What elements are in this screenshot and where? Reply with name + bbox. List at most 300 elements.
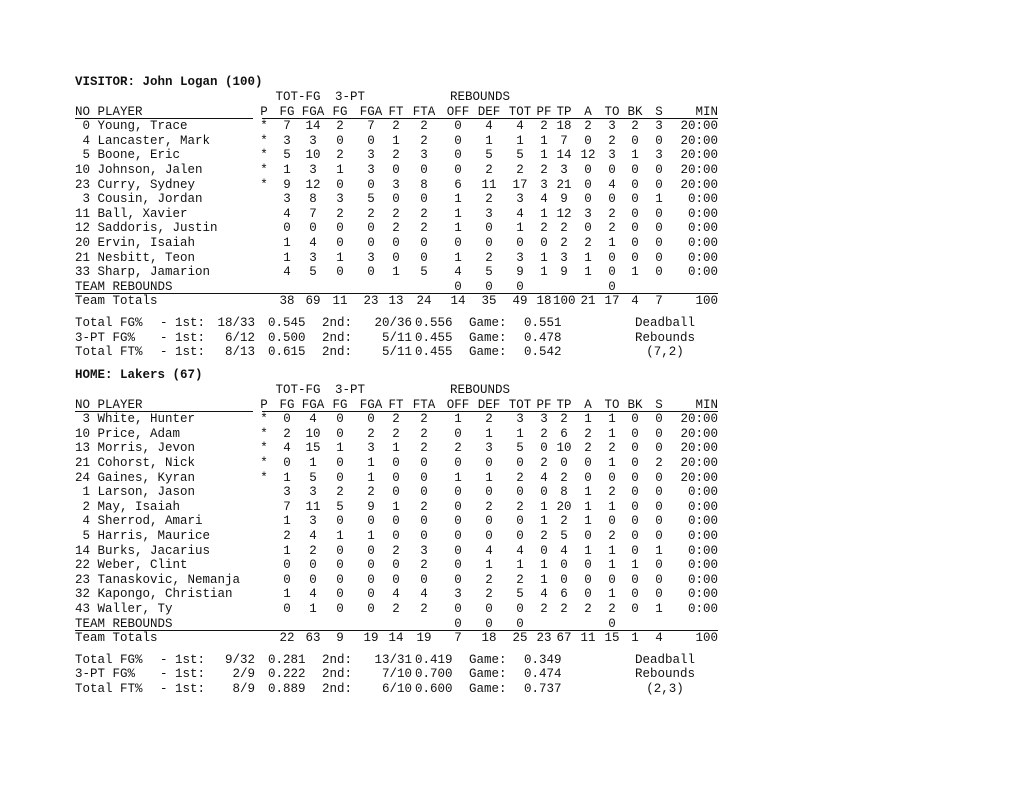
stat-fta: 0 (420, 572, 428, 587)
stat-ft: 0 (392, 192, 400, 207)
player-row (0, 178, 1024, 193)
stat-fg3: 0 (336, 412, 344, 427)
column-header-pf: PF (536, 397, 552, 412)
stat-pf: 2 (540, 119, 548, 134)
stat-fg: 0 (283, 558, 291, 573)
stat-fta: 2 (420, 206, 428, 221)
shooting-summary-row (0, 682, 1024, 697)
player-row (0, 456, 1024, 471)
stat-a: 1 (584, 514, 592, 529)
stat-fta: 2 (420, 426, 428, 441)
team-rebounds-tot: 0 (516, 279, 524, 294)
column-header-row (0, 398, 1024, 413)
stat-fga: 11 (305, 499, 321, 514)
stat-def: 2 (485, 587, 493, 602)
stat-a: 0 (584, 221, 592, 236)
player-name: 21 Nesbitt, Teon (75, 250, 196, 265)
stat-pf: 2 (540, 529, 548, 543)
stat-s: 0 (655, 236, 663, 250)
stat-fta: 2 (420, 119, 428, 134)
column-header-fga3: FGA (359, 104, 383, 119)
stat-tp: 8 (560, 485, 568, 500)
player-row (0, 251, 1024, 266)
column-header-player: NO PLAYER (75, 397, 143, 412)
team-rebounds-off: 0 (454, 279, 462, 294)
stat-s: 0 (655, 206, 663, 221)
stat-fg: 4 (283, 265, 291, 280)
team-rebounds-to: 0 (608, 279, 616, 294)
second-half-pct: 0.455 (415, 345, 453, 360)
first-half-made-attempted: 6/12 (224, 330, 255, 345)
shooting-label: Total FT% (75, 682, 143, 696)
stat-off: 0 (454, 529, 462, 543)
stat-fga3: 0 (367, 558, 375, 573)
second-half-made-attempted: 5/11 (381, 330, 412, 345)
column-header-a: A (584, 104, 592, 119)
stat-def: 3 (485, 441, 493, 456)
stat-tot: 1 (516, 133, 524, 148)
column-header-fg3: FG (332, 104, 348, 119)
column-header-off: OFF (446, 104, 470, 119)
stat-fg: 3 (283, 133, 291, 148)
stat-tot: 17 (512, 177, 528, 192)
stat-fga3: 3 (367, 250, 375, 265)
second-half-made-attempted: 6/10 (381, 682, 412, 696)
stat-to: 1 (608, 587, 616, 602)
total-def: 35 (481, 294, 497, 309)
total-s: 7 (655, 294, 663, 309)
stat-pf: 0 (540, 485, 548, 500)
first-half-label: - 1st: (160, 667, 206, 682)
stat-fga3: 0 (367, 514, 375, 529)
player-name: 4 Lancaster, Mark (75, 133, 211, 148)
stat-fg: 7 (283, 499, 291, 514)
game-pct: 0.542 (524, 345, 562, 360)
stat-s: 0 (655, 265, 663, 280)
stat-off: 1 (454, 412, 462, 427)
stat-ft: 0 (392, 250, 400, 265)
stat-to: 0 (608, 470, 616, 485)
column-header-p: P (260, 397, 268, 412)
stat-fg: 3 (283, 485, 291, 500)
stat-off: 1 (454, 470, 462, 485)
stat-tot: 0 (516, 236, 524, 250)
first-half-made-attempted: 18/33 (217, 316, 255, 330)
stat-ft: 0 (392, 485, 400, 500)
stat-fta: 0 (420, 485, 428, 500)
stat-pf: 2 (540, 456, 548, 470)
stat-fga3: 2 (367, 485, 375, 500)
stat-a: 3 (584, 206, 592, 221)
stat-p: * (260, 441, 268, 456)
stat-tot: 2 (516, 499, 524, 514)
stat-tot: 3 (516, 412, 524, 427)
stat-pf: 2 (540, 221, 548, 236)
stat-ft: 1 (392, 133, 400, 148)
stat-a: 1 (584, 543, 592, 558)
column-group-header (0, 90, 1024, 105)
stat-fga3: 1 (367, 529, 375, 543)
column-header-player: NO PLAYER (75, 104, 143, 119)
player-name: 20 Ervin, Isaiah (75, 236, 196, 250)
stat-off: 0 (454, 119, 462, 134)
stat-fga3: 1 (367, 470, 375, 485)
stat-bk: 0 (631, 602, 639, 616)
stat-tp: 9 (560, 192, 568, 207)
game-label: Game: (469, 345, 507, 360)
player-row (0, 265, 1024, 280)
second-half-made-attempted: 13/31 (374, 652, 412, 667)
stat-fga: 0 (309, 221, 317, 236)
stat-s: 0 (655, 412, 663, 427)
stat-min: 0:00 (687, 514, 718, 529)
stat-a: 0 (584, 529, 592, 543)
stat-to: 0 (608, 250, 616, 265)
stat-fga: 4 (309, 587, 317, 602)
player-row (0, 529, 1024, 544)
stat-to: 2 (608, 441, 616, 456)
stat-p: * (260, 470, 268, 485)
stat-fga3: 0 (367, 133, 375, 148)
first-half-label: - 1st: (160, 345, 206, 360)
stat-min: 0:00 (687, 485, 718, 500)
stat-fta: 2 (420, 412, 428, 427)
total-fta: 24 (416, 294, 432, 309)
player-name: 4 Sherrod, Amari (75, 514, 203, 529)
second-half-label: 2nd: (322, 316, 353, 330)
stat-fta: 5 (420, 265, 428, 280)
stat-fta: 0 (420, 192, 428, 207)
player-row (0, 573, 1024, 588)
stat-bk: 0 (631, 456, 639, 470)
column-header-s: S (655, 397, 663, 412)
total-fg3: 9 (336, 631, 344, 646)
player-row (0, 441, 1024, 456)
second-half-pct: 0.700 (415, 667, 453, 682)
stat-a: 0 (584, 470, 592, 485)
stat-min: 0:00 (687, 529, 718, 543)
stat-tp: 3 (560, 250, 568, 265)
player-name: 23 Tanaskovic, Nemanja (75, 572, 241, 587)
stat-to: 0 (608, 265, 616, 280)
total-pf: 18 (536, 294, 552, 309)
total-min: 100 (695, 294, 718, 309)
stat-fta: 0 (420, 456, 428, 470)
stat-bk: 0 (631, 236, 639, 250)
stat-off: 0 (454, 572, 462, 587)
second-half-label: 2nd: (322, 652, 353, 667)
stat-bk: 0 (631, 163, 639, 177)
stat-min: 0:00 (687, 572, 718, 587)
stat-fga3: 3 (367, 148, 375, 163)
deadball-rebounds-text: Deadball (634, 652, 695, 667)
stat-tp: 21 (556, 177, 572, 192)
stat-fga3: 0 (367, 177, 375, 192)
player-row (0, 485, 1024, 500)
player-row (0, 192, 1024, 207)
stat-to: 4 (608, 177, 616, 192)
stat-fg: 0 (283, 572, 291, 587)
stat-fg: 1 (283, 470, 291, 485)
stat-tot: 2 (516, 470, 524, 485)
total-fg: 22 (279, 631, 295, 646)
stat-fga3: 0 (367, 587, 375, 602)
team-rebounds-row (0, 617, 1024, 632)
stat-tot: 0 (516, 602, 524, 616)
stat-bk: 0 (631, 426, 639, 441)
column-header-pf: PF (536, 104, 552, 119)
column-header-fga3: FGA (359, 397, 383, 412)
column-header-fta: FTA (412, 104, 436, 119)
stat-fg3: 1 (336, 529, 344, 543)
stat-tp: 18 (556, 119, 572, 134)
stat-tot: 9 (516, 265, 524, 280)
player-name: 11 Ball, Xavier (75, 206, 188, 221)
total-fga3: 19 (363, 631, 379, 646)
stat-a: 1 (584, 265, 592, 280)
stat-to: 3 (608, 119, 616, 134)
column-header-tot: TOT (508, 104, 532, 119)
player-name: 32 Kapongo, Christian (75, 587, 233, 602)
total-to: 17 (604, 294, 620, 309)
stat-bk: 0 (631, 177, 639, 192)
stat-tot: 5 (516, 148, 524, 163)
stat-fga3: 2 (367, 426, 375, 441)
stat-tp: 2 (560, 412, 568, 427)
column-header-fg: FG (279, 104, 295, 119)
first-half-made-attempted: 9/32 (224, 652, 255, 667)
total-pf: 23 (536, 631, 552, 646)
stat-a: 0 (584, 163, 592, 177)
player-name: 5 Boone, Eric (75, 148, 181, 163)
stat-bk: 0 (631, 572, 639, 587)
stat-s: 0 (655, 558, 663, 573)
stat-fta: 0 (420, 529, 428, 543)
column-header-bk: BK (627, 397, 643, 412)
stat-fga: 3 (309, 163, 317, 177)
stat-fg3: 2 (336, 119, 344, 134)
stat-off: 0 (454, 602, 462, 616)
stat-ft: 2 (392, 119, 400, 134)
stat-min: 0:00 (687, 250, 718, 265)
stat-tp: 10 (556, 441, 572, 456)
column-header-fg: FG (279, 397, 295, 412)
player-name: 1 Larson, Jason (75, 485, 196, 500)
shooting-summary-row (0, 316, 1024, 331)
stat-fga: 7 (309, 206, 317, 221)
stat-min: 0:00 (687, 221, 718, 236)
stat-fga: 3 (309, 133, 317, 148)
second-half-label: 2nd: (322, 667, 353, 682)
stat-def: 0 (485, 485, 493, 500)
total-bk: 4 (631, 294, 639, 309)
second-half-label: 2nd: (322, 682, 353, 696)
first-half-made-attempted: 2/9 (232, 667, 255, 682)
total-to: 15 (604, 631, 620, 646)
stat-bk: 0 (631, 470, 639, 485)
game-label: Game: (469, 330, 507, 345)
stat-fg3: 0 (336, 470, 344, 485)
shooting-summary-row (0, 331, 1024, 346)
stat-fg3: 0 (336, 514, 344, 529)
first-half-label: - 1st: (160, 316, 206, 330)
total-fg: 38 (279, 294, 295, 309)
player-name: 10 Johnson, Jalen (75, 163, 203, 177)
player-name: 22 Weber, Clint (75, 558, 188, 573)
game-label: Game: (469, 652, 507, 667)
column-header-min: MIN (695, 104, 718, 119)
stat-s: 3 (655, 119, 663, 134)
stat-tp: 0 (560, 558, 568, 573)
stat-def: 11 (481, 177, 497, 192)
stat-fg3: 2 (336, 485, 344, 500)
stat-pf: 4 (540, 192, 548, 207)
stat-def: 2 (485, 572, 493, 587)
player-row (0, 471, 1024, 486)
stat-fga: 0 (309, 558, 317, 573)
stat-a: 2 (584, 426, 592, 441)
stat-a: 1 (584, 412, 592, 427)
column-group-header (0, 383, 1024, 398)
deadball-rebounds-text: Rebounds (634, 330, 695, 345)
stat-def: 2 (485, 163, 493, 177)
stat-bk: 0 (631, 529, 639, 543)
stat-fta: 2 (420, 558, 428, 573)
stat-min: 20:00 (680, 426, 718, 441)
shooting-label: Total FG% (75, 652, 143, 667)
stat-fg: 7 (283, 119, 291, 134)
stat-fga: 3 (309, 250, 317, 265)
total-tp: 100 (553, 294, 576, 309)
stat-tp: 0 (560, 572, 568, 587)
stat-a: 0 (584, 572, 592, 587)
stat-s: 0 (655, 514, 663, 529)
stat-def: 4 (485, 543, 493, 558)
stat-off: 4 (454, 265, 462, 280)
stat-off: 0 (454, 499, 462, 514)
column-header-bk: BK (627, 104, 643, 119)
team-totals-label: Team Totals (75, 294, 158, 309)
stat-fga3: 5 (367, 192, 375, 207)
stat-tot: 3 (516, 250, 524, 265)
second-half-made-attempted: 5/11 (381, 345, 412, 360)
stat-fga3: 1 (367, 456, 375, 470)
stat-a: 12 (580, 148, 596, 163)
game-label: Game: (469, 682, 507, 696)
stat-fg3: 0 (336, 265, 344, 280)
stat-bk: 0 (631, 192, 639, 207)
stat-bk: 1 (631, 558, 639, 573)
stat-s: 0 (655, 163, 663, 177)
stat-fg3: 2 (336, 148, 344, 163)
stat-fg3: 2 (336, 206, 344, 221)
stat-fg3: 0 (336, 602, 344, 616)
player-name: 24 Gaines, Kyran (75, 470, 196, 485)
stat-pf: 1 (540, 514, 548, 529)
column-header-a: A (584, 397, 592, 412)
stat-ft: 2 (392, 543, 400, 558)
stat-ft: 4 (392, 587, 400, 602)
total-ft: 14 (388, 631, 404, 646)
stat-fga: 10 (305, 148, 321, 163)
stat-pf: 0 (540, 236, 548, 250)
stat-fga: 8 (309, 192, 317, 207)
stat-tot: 1 (516, 221, 524, 236)
stat-min: 0:00 (687, 558, 718, 573)
stat-ft: 0 (392, 456, 400, 470)
stat-s: 0 (655, 250, 663, 265)
stat-to: 2 (608, 133, 616, 148)
stat-p: * (260, 177, 268, 192)
stat-to: 1 (608, 236, 616, 250)
stat-bk: 2 (631, 119, 639, 134)
stat-tot: 0 (516, 485, 524, 500)
stat-off: 1 (454, 206, 462, 221)
stat-s: 0 (655, 133, 663, 148)
column-header-fta: FTA (412, 397, 436, 412)
stat-fga3: 3 (367, 163, 375, 177)
stat-bk: 0 (631, 485, 639, 500)
stat-tot: 0 (516, 514, 524, 529)
player-name: 10 Price, Adam (75, 426, 181, 441)
stat-fg: 1 (283, 587, 291, 602)
stat-to: 1 (608, 558, 616, 573)
stat-a: 0 (584, 133, 592, 148)
stat-s: 0 (655, 177, 663, 192)
stat-fg3: 0 (336, 558, 344, 573)
stat-s: 0 (655, 441, 663, 456)
stat-tot: 0 (516, 529, 524, 543)
stat-ft: 2 (392, 221, 400, 236)
stat-s: 0 (655, 426, 663, 441)
player-name: 23 Curry, Sydney (75, 177, 196, 192)
stat-fg3: 3 (336, 192, 344, 207)
player-name: 21 Cohorst, Nick (75, 456, 196, 470)
stat-tot: 4 (516, 119, 524, 134)
player-row (0, 163, 1024, 178)
second-half-pct: 0.600 (415, 682, 453, 696)
deadball-rebounds-text: (7,2) (646, 345, 684, 360)
total-a: 21 (580, 294, 596, 309)
stat-off: 0 (454, 456, 462, 470)
stat-ft: 0 (392, 514, 400, 529)
stat-fg3: 0 (336, 572, 344, 587)
stat-a: 0 (584, 456, 592, 470)
stat-tot: 1 (516, 558, 524, 573)
team-rebounds-off: 0 (454, 616, 462, 631)
stat-tot: 3 (516, 192, 524, 207)
total-tot: 25 (512, 631, 528, 646)
stat-tp: 2 (560, 602, 568, 616)
stat-def: 1 (485, 426, 493, 441)
team-rebounds-def: 0 (485, 616, 493, 631)
total-bk: 1 (631, 631, 639, 646)
total-fga: 69 (305, 294, 321, 309)
stat-tp: 2 (560, 236, 568, 250)
stat-tp: 2 (560, 514, 568, 529)
team-rebounds-row (0, 280, 1024, 295)
stat-fg3: 0 (336, 456, 344, 470)
stat-min: 20:00 (680, 133, 718, 148)
stat-fga: 4 (309, 236, 317, 250)
stat-fga: 10 (305, 426, 321, 441)
stat-s: 0 (655, 485, 663, 500)
stat-pf: 1 (540, 250, 548, 265)
stat-bk: 1 (631, 148, 639, 163)
stat-bk: 0 (631, 133, 639, 148)
stat-p: * (260, 163, 268, 177)
stat-min: 20:00 (680, 119, 718, 134)
